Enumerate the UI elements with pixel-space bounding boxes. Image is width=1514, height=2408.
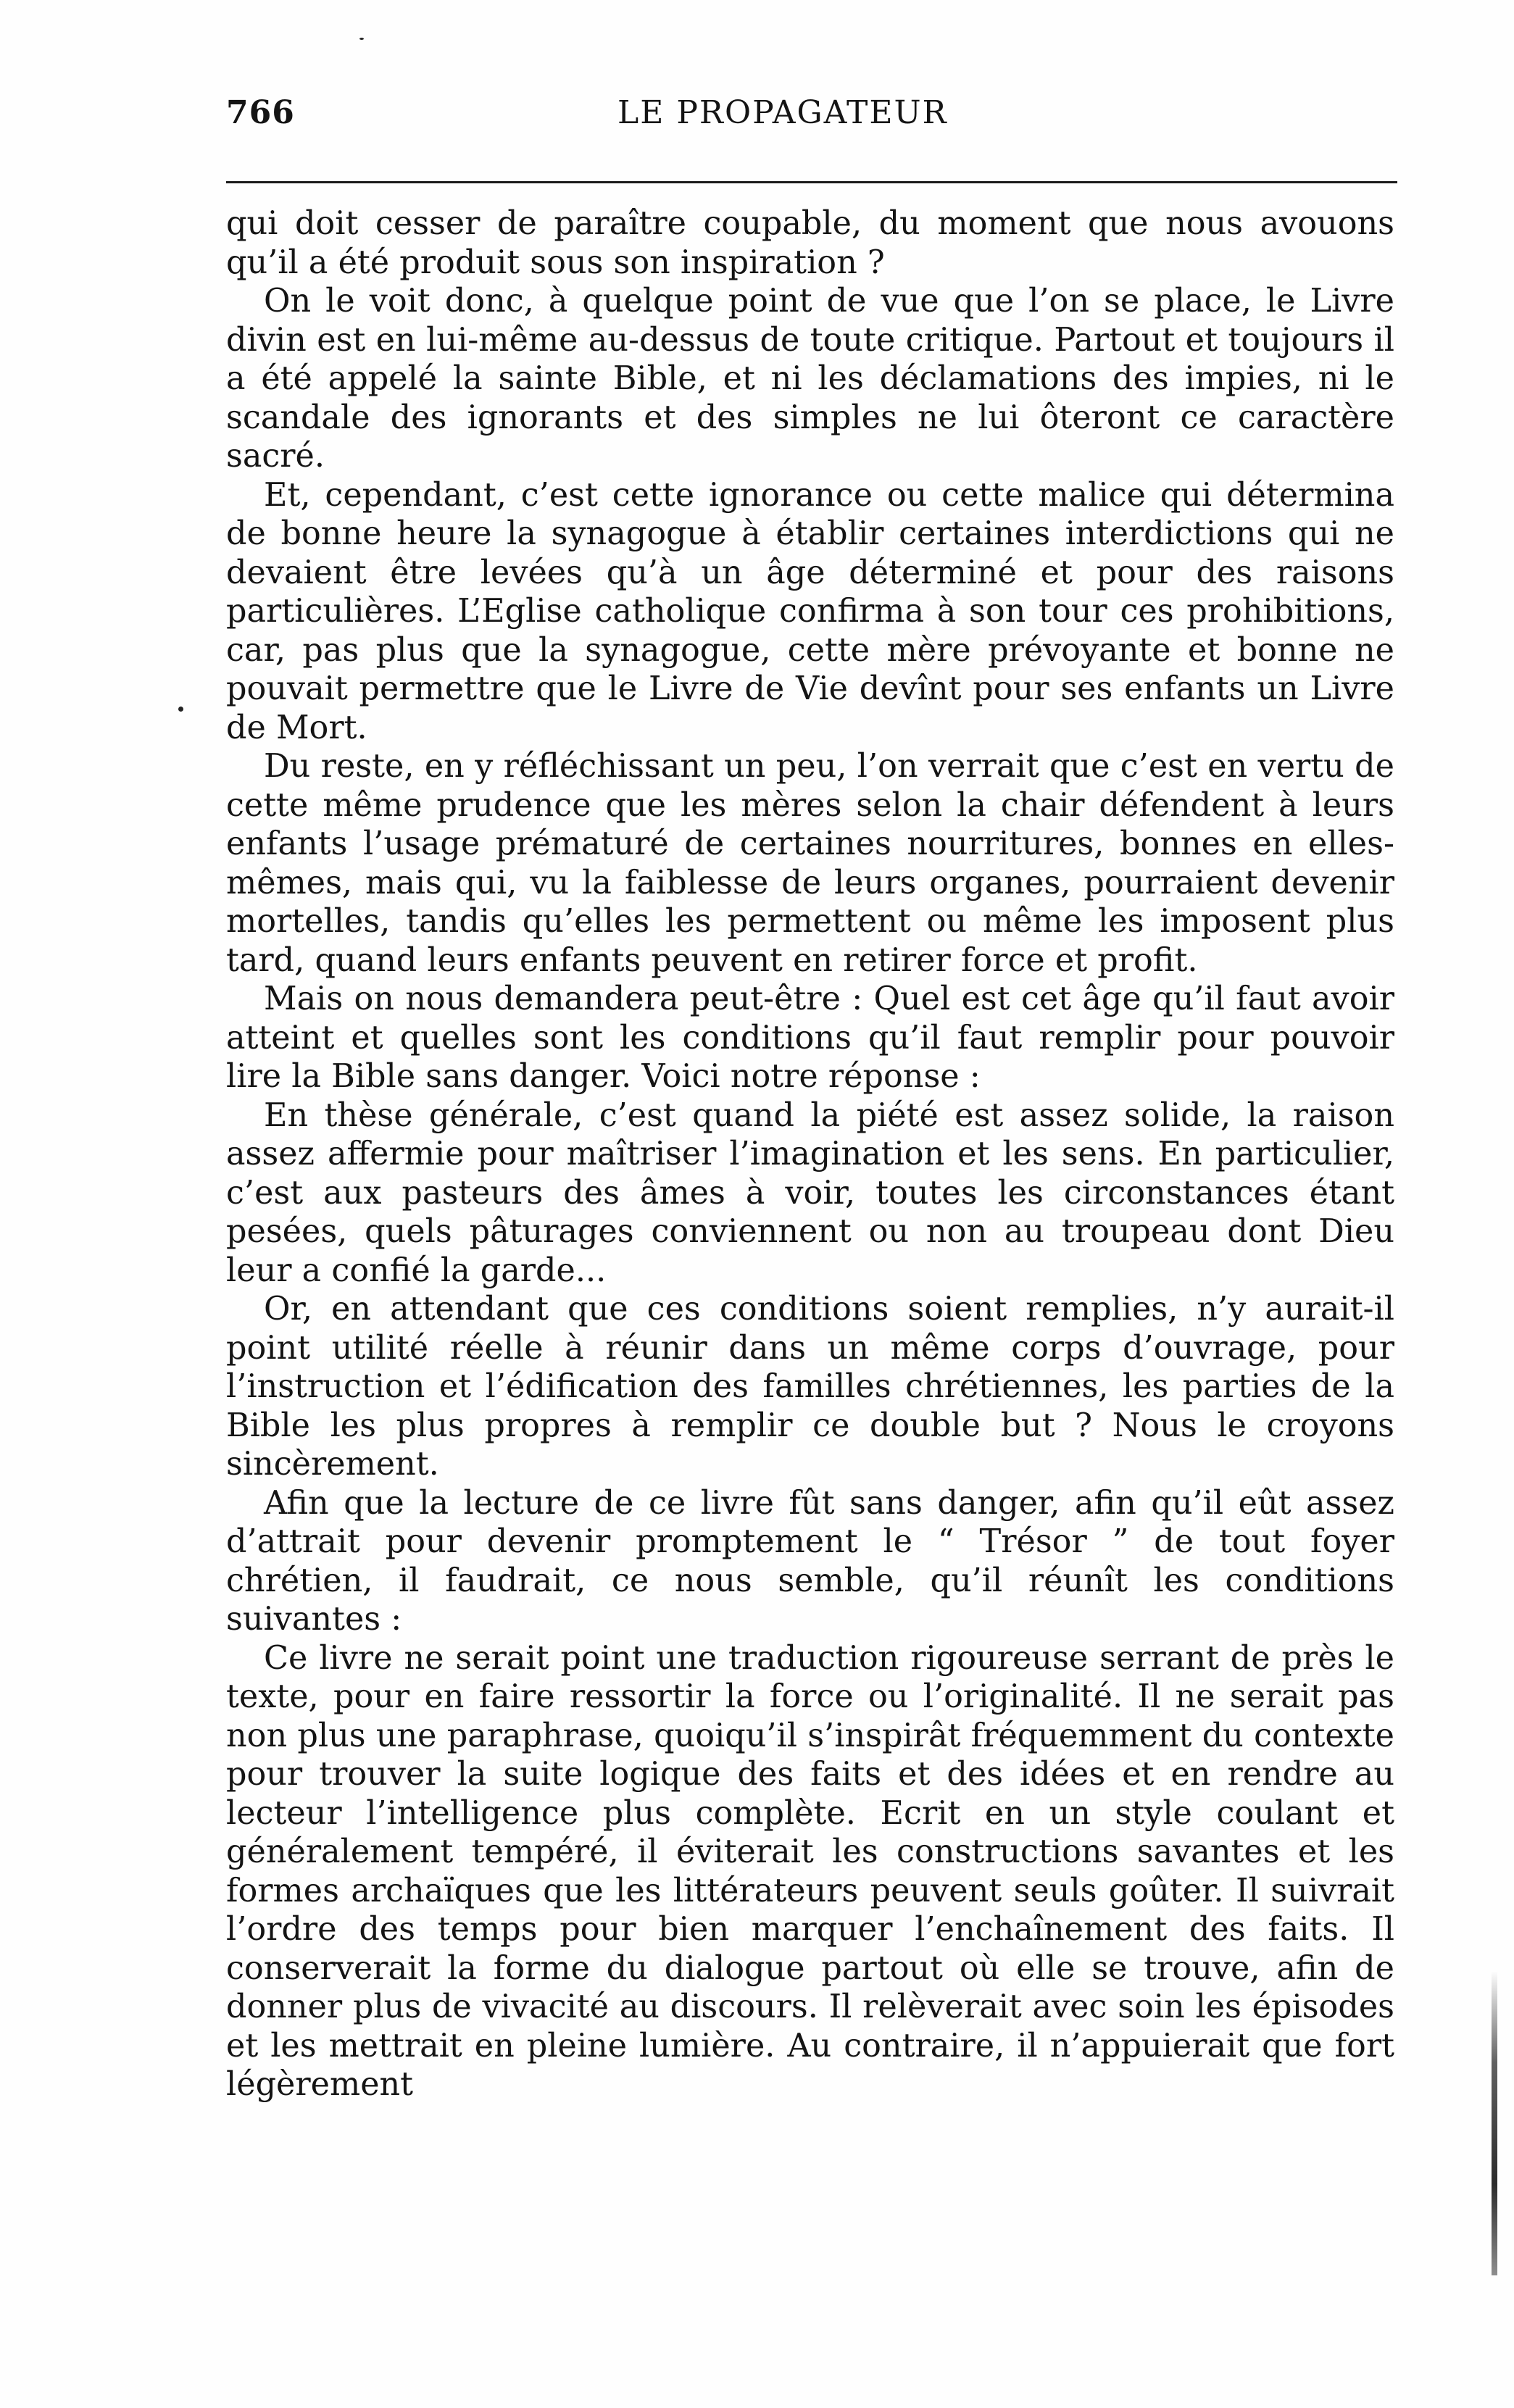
scan-speck — [359, 38, 364, 40]
header-rule — [226, 181, 1397, 183]
paragraph: Du reste, en y réfléchissant un peu, l’on verrait que c’est en vertu de cette même prudence que les mères selon la chair défendent à leurs enfants l’usage prématuré de certaines nourritures, bonnes en elles-mêmes, mais qui, vu la faiblesse de leurs organes, pourraient devenir mortelles, tandis qu’elles les permettent ou même les imposent plus tard, quand leurs enfants peuvent en retirer force et profit. — [226, 748, 1394, 979]
scan-speck — [178, 707, 183, 712]
paragraph: En thèse générale, c’est quand la piété est assez solide, la raison assez affermie pour maîtriser l’imagination et les sens. En particulier, c’est aux pasteurs des âmes à voir, toutes les circonstances étant pesées, quels pâturages conviennent ou non au troupeau dont Dieu leur a confié la garde... — [226, 1096, 1394, 1289]
running-title: LE PROPAGATEUR — [617, 94, 948, 131]
paragraph: On le voit donc, à quelque point de vue que l’on se place, le Livre divin est en lui-même au-dessus de toute critique. Partout et toujours il a été appelé la sainte Bible, et ni les déclamations des impies, ni le scandale des ignorants et des simples ne lui ôteront ce caractère sacré. — [226, 283, 1394, 475]
body-text — [226, 204, 1394, 2104]
paragraph: Or, en attendant que ces conditions soient remplies, n’y aurait-il point utilité réelle à réunir dans un même corps d’ouvrage, pour l’instruction et l’édification des familles chrétiennes, les parties de la Bible les plus propres à remplir ce double but ? Nous le croyons sincèrement. — [226, 1291, 1394, 1483]
paragraph: Afin que la lecture de ce livre fût sans danger, afin qu’il eût assez d’attrait pour devenir promptement le “ Trésor ” de tout foyer chrétien, il faudrait, ce nous semble, qu’il réunît les conditions suivantes : — [226, 1484, 1394, 1638]
paragraph: Mais on nous demandera peut-être : Quel est cet âge qu’il faut avoir atteint et quelles sont les conditions qu’il faut remplir pour pouvoir lire la Bible sans danger. Voici notre réponse : — [226, 980, 1394, 1095]
paragraph: Ce livre ne serait point une traduction rigoureuse serrant de près le texte, pour en faire ressortir la force ou l’originalité. Il ne serait pas non plus une paraphrase, quoiqu’il s’inspirât fréquemment du contexte pour trouver la suite logique des faits et des idées et en rendre au lecteur l’intelligence plus complète. Ecrit en un style coulant et généralement tempéré, il éviterait les constructions savantes et les formes archaïques que les littérateurs peuvent seuls goûter. Il suivrait l’ordre des temps pour bien marquer l’enchaînement des faits. Il conserverait la forme du dialogue partout où elle se trouve, afin de donner plus de vivacité au discours. Il relèverait avec soin les épisodes et les mettrait en pleine lumière. Au contraire, il n’appuierait que fort légèrement — [226, 1639, 1394, 2103]
page-number: 766 — [226, 94, 295, 131]
scan-edge-mark — [1492, 1971, 1497, 2275]
page-header — [226, 94, 1386, 145]
paragraph: Et, cependant, c’est cette ignorance ou cette malice qui détermina de bonne heure la synagogue à établir certaines interdictions qui ne devaient être levées qu’à un âge déterminé et pour des raisons particulières. L’Eglise catholique confirma à son tour ces prohibitions, car, pas plus que la synagogue, cette mère prévoyante et bonne ne pouvait permettre que le Livre de Vie devînt pour ses enfants un Livre de Mort. — [226, 476, 1394, 746]
paragraph: qui doit cesser de paraître coupable, du moment que nous avouons qu’il a été produit sous son inspiration ? — [226, 205, 1394, 281]
